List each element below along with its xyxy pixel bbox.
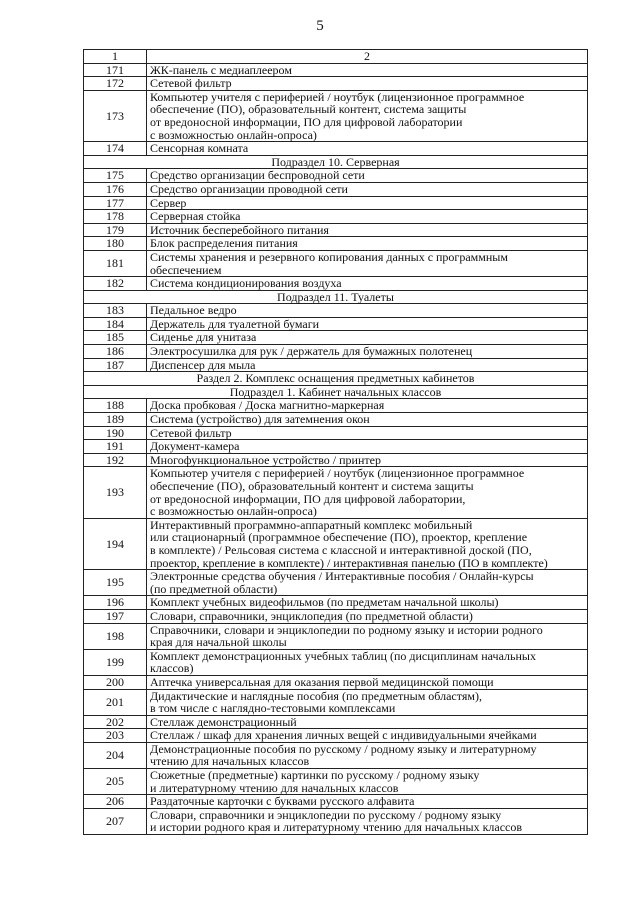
item-text-line: Справочники, словари и энциклопедии по родному языку и истории родного bbox=[150, 622, 543, 637]
table-row bbox=[84, 467, 588, 518]
row-item-name: Блок распределения питания bbox=[147, 237, 588, 251]
table-row bbox=[84, 769, 588, 795]
row-item-name bbox=[147, 689, 588, 715]
table-row bbox=[84, 570, 588, 596]
item-text-line: от вредоносной информации, ПО для цифровой лаборатории, bbox=[150, 491, 466, 506]
row-item-name: Держатель для туалетной бумаги bbox=[147, 317, 588, 331]
row-item-name: Сервер bbox=[147, 196, 588, 210]
row-number: 179 bbox=[84, 223, 147, 237]
table-row bbox=[84, 304, 588, 318]
table-row bbox=[84, 142, 588, 156]
row-item-name: Документ-камера bbox=[147, 440, 588, 454]
row-item-name: Сетевой фильтр bbox=[147, 426, 588, 440]
row-item-name bbox=[147, 808, 588, 834]
row-number: 201 bbox=[84, 689, 147, 715]
row-number: 191 bbox=[84, 440, 147, 454]
row-number: 189 bbox=[84, 413, 147, 427]
table-row bbox=[84, 649, 588, 675]
table-row bbox=[84, 609, 588, 623]
row-number: 177 bbox=[84, 196, 147, 210]
item-text-line: от вредоносной информации, ПО для цифровой лаборатории bbox=[150, 114, 463, 129]
row-item-name bbox=[147, 467, 588, 518]
table-row bbox=[84, 689, 588, 715]
item-text-line: и литературному чтению для начальных классов bbox=[150, 780, 399, 795]
row-number: 197 bbox=[84, 609, 147, 623]
row-number: 202 bbox=[84, 715, 147, 729]
row-number: 204 bbox=[84, 742, 147, 768]
row-number: 190 bbox=[84, 426, 147, 440]
row-number: 194 bbox=[84, 518, 147, 569]
table-row bbox=[84, 277, 588, 291]
row-item-name: Комплект учебных видеофильмов (по предметам начальной школы) bbox=[147, 596, 588, 610]
table-row bbox=[84, 358, 588, 372]
table-row bbox=[84, 77, 588, 91]
row-number: 205 bbox=[84, 769, 147, 795]
table-row bbox=[84, 808, 588, 834]
item-text-line: обеспечение (ПО), образовательный контент, система защиты bbox=[150, 102, 467, 117]
table-row bbox=[84, 399, 588, 413]
table-body bbox=[84, 50, 588, 835]
row-item-name: Стеллаж / шкаф для хранения личных вещей с индивидуальными ячейками bbox=[147, 729, 588, 743]
row-number: 182 bbox=[84, 277, 147, 291]
row-item-name: Система кондиционирования воздуха bbox=[147, 277, 588, 291]
table-row bbox=[84, 90, 588, 141]
item-text-line: Компьютер учителя с периферией / ноутбук (лицензионное программное bbox=[150, 466, 525, 481]
row-number: 171 bbox=[84, 63, 147, 77]
section-heading: Раздел 2. Комплекс оснащения предметных кабинетов bbox=[84, 372, 588, 386]
table-row bbox=[84, 250, 588, 276]
row-number: 185 bbox=[84, 331, 147, 345]
item-text-line: Комплект демонстрационных учебных таблиц (по дисциплинам начальных bbox=[150, 648, 536, 663]
section-heading-row bbox=[84, 372, 588, 386]
row-number: 196 bbox=[84, 596, 147, 610]
table-row bbox=[84, 453, 588, 467]
row-number: 199 bbox=[84, 649, 147, 675]
table-row bbox=[84, 596, 588, 610]
row-number: 192 bbox=[84, 453, 147, 467]
item-text-line: Системы хранения и резервного копирования данных с программным bbox=[150, 249, 508, 264]
row-number: 178 bbox=[84, 210, 147, 224]
row-item-name: Серверная стойка bbox=[147, 210, 588, 224]
row-item-name: Словари, справочники, энциклопедия (по предметной области) bbox=[147, 609, 588, 623]
item-text-line: Дидактические и наглядные пособия (по предметным областям), bbox=[150, 688, 482, 703]
row-number: 186 bbox=[84, 345, 147, 359]
item-text-line: или стационарный (программное обеспечение (ПО), проектор, крепление bbox=[150, 530, 528, 545]
item-text-line: в том числе с наглядно-тестовыми комплексами bbox=[150, 701, 396, 716]
table-row bbox=[84, 345, 588, 359]
table-row bbox=[84, 742, 588, 768]
item-text-line: Демонстрационные пособия по русскому / родному языку и литературному bbox=[150, 741, 537, 756]
item-text-line: классов) bbox=[150, 661, 194, 676]
row-item-name bbox=[147, 623, 588, 649]
row-item-name bbox=[147, 250, 588, 276]
row-item-name: ЖК-панель с медиаплеером bbox=[147, 63, 588, 77]
table-header-row bbox=[84, 50, 588, 64]
table-row bbox=[84, 237, 588, 251]
row-item-name bbox=[147, 570, 588, 596]
table-row bbox=[84, 182, 588, 196]
row-number: 180 bbox=[84, 237, 147, 251]
row-item-name: Сиденье для унитаза bbox=[147, 331, 588, 345]
row-number: 198 bbox=[84, 623, 147, 649]
row-number: 203 bbox=[84, 729, 147, 743]
row-number: 181 bbox=[84, 250, 147, 276]
section-heading-row bbox=[84, 155, 588, 169]
item-text-line: (по предметной области) bbox=[150, 581, 278, 596]
item-text-line: обеспечением bbox=[150, 262, 222, 277]
table-row bbox=[84, 196, 588, 210]
section-heading-row bbox=[84, 290, 588, 304]
table-row bbox=[84, 63, 588, 77]
item-text-line: в комплекте) / Рельсовая система с классной и интерактивной доской (ПО, bbox=[150, 542, 532, 557]
row-item-name bbox=[147, 742, 588, 768]
section-heading: Подраздел 1. Кабинет начальных классов bbox=[84, 385, 588, 399]
row-item-name: Диспенсер для мыла bbox=[147, 358, 588, 372]
section-heading: Подраздел 10. Серверная bbox=[84, 155, 588, 169]
row-item-name bbox=[147, 518, 588, 569]
table-row bbox=[84, 223, 588, 237]
table-row bbox=[84, 317, 588, 331]
header-col-name: 2 bbox=[147, 50, 588, 64]
row-number: 172 bbox=[84, 77, 147, 91]
table-row bbox=[84, 623, 588, 649]
table-row bbox=[84, 795, 588, 809]
table-row bbox=[84, 426, 588, 440]
equipment-table bbox=[83, 49, 588, 835]
row-item-name: Электросушилка для рук / держатель для бумажных полотенец bbox=[147, 345, 588, 359]
section-heading-row bbox=[84, 385, 588, 399]
row-item-name bbox=[147, 90, 588, 141]
row-number: 175 bbox=[84, 169, 147, 183]
item-text-line: чтению для начальных классов bbox=[150, 754, 310, 769]
row-item-name: Сетевой фильтр bbox=[147, 77, 588, 91]
row-item-name: Педальное ведро bbox=[147, 304, 588, 318]
section-heading: Подраздел 11. Туалеты bbox=[84, 290, 588, 304]
table-row bbox=[84, 729, 588, 743]
table-row bbox=[84, 413, 588, 427]
page-number: 5 bbox=[316, 18, 324, 34]
row-item-name: Система (устройство) для затемнения окон bbox=[147, 413, 588, 427]
item-text-line: Электронные средства обучения / Интерактивные пособия / Онлайн-курсы bbox=[150, 569, 534, 584]
item-text-line: края для начальной школы bbox=[150, 635, 287, 650]
row-number: 174 bbox=[84, 142, 147, 156]
table-row bbox=[84, 169, 588, 183]
table-row bbox=[84, 210, 588, 224]
table-row bbox=[84, 440, 588, 454]
row-number: 187 bbox=[84, 358, 147, 372]
row-number: 207 bbox=[84, 808, 147, 834]
row-number: 176 bbox=[84, 182, 147, 196]
table-row bbox=[84, 331, 588, 345]
row-item-name: Средство организации проводной сети bbox=[147, 182, 588, 196]
row-item-name: Стеллаж демонстрационный bbox=[147, 715, 588, 729]
item-text-line: Компьютер учителя с периферией / ноутбук (лицензионное программное bbox=[150, 89, 525, 104]
row-number: 183 bbox=[84, 304, 147, 318]
table-row bbox=[84, 518, 588, 569]
row-number: 184 bbox=[84, 317, 147, 331]
row-number: 173 bbox=[84, 90, 147, 141]
row-item-name: Сенсорная комната bbox=[147, 142, 588, 156]
header-col-number: 1 bbox=[84, 50, 147, 64]
row-number: 188 bbox=[84, 399, 147, 413]
item-text-line: Словари, справочники и энциклопедии по русскому / родному языку bbox=[150, 807, 502, 822]
row-item-name bbox=[147, 769, 588, 795]
row-item-name: Источник бесперебойного питания bbox=[147, 223, 588, 237]
row-item-name: Аптечка универсальная для оказания первой медицинской помощи bbox=[147, 675, 588, 689]
row-number: 206 bbox=[84, 795, 147, 809]
item-text-line: обеспечение (ПО), образовательный контент и система защиты bbox=[150, 479, 474, 493]
item-text-line: и истории родного края и литературному чтению для начальных классов bbox=[150, 820, 523, 835]
row-item-name: Раздаточные карточки с буквами русского алфавита bbox=[147, 795, 588, 809]
row-item-name: Доска пробковая / Доска магнитно-маркерная bbox=[147, 399, 588, 413]
item-text-line: проектор, крепление в комплекте) / интерактивная панелью (ПО в комплекте) bbox=[150, 555, 548, 570]
item-text-line: Интерактивный программно-аппаратный комплекс мобильный bbox=[150, 517, 473, 532]
row-number: 195 bbox=[84, 570, 147, 596]
row-number: 200 bbox=[84, 675, 147, 689]
item-text-line: с возможностью онлайн-опроса) bbox=[150, 504, 317, 519]
row-item-name: Многофункциональное устройство / принтер bbox=[147, 453, 588, 467]
item-text-line: Сюжетные (предметные) картинки по русскому / родному языку bbox=[150, 768, 480, 783]
row-item-name: Средство организации беспроводной сети bbox=[147, 169, 588, 183]
item-text-line: с возможностью онлайн-опроса) bbox=[150, 127, 317, 142]
row-number: 193 bbox=[84, 467, 147, 518]
table-row bbox=[84, 675, 588, 689]
table-row bbox=[84, 715, 588, 729]
row-item-name bbox=[147, 649, 588, 675]
